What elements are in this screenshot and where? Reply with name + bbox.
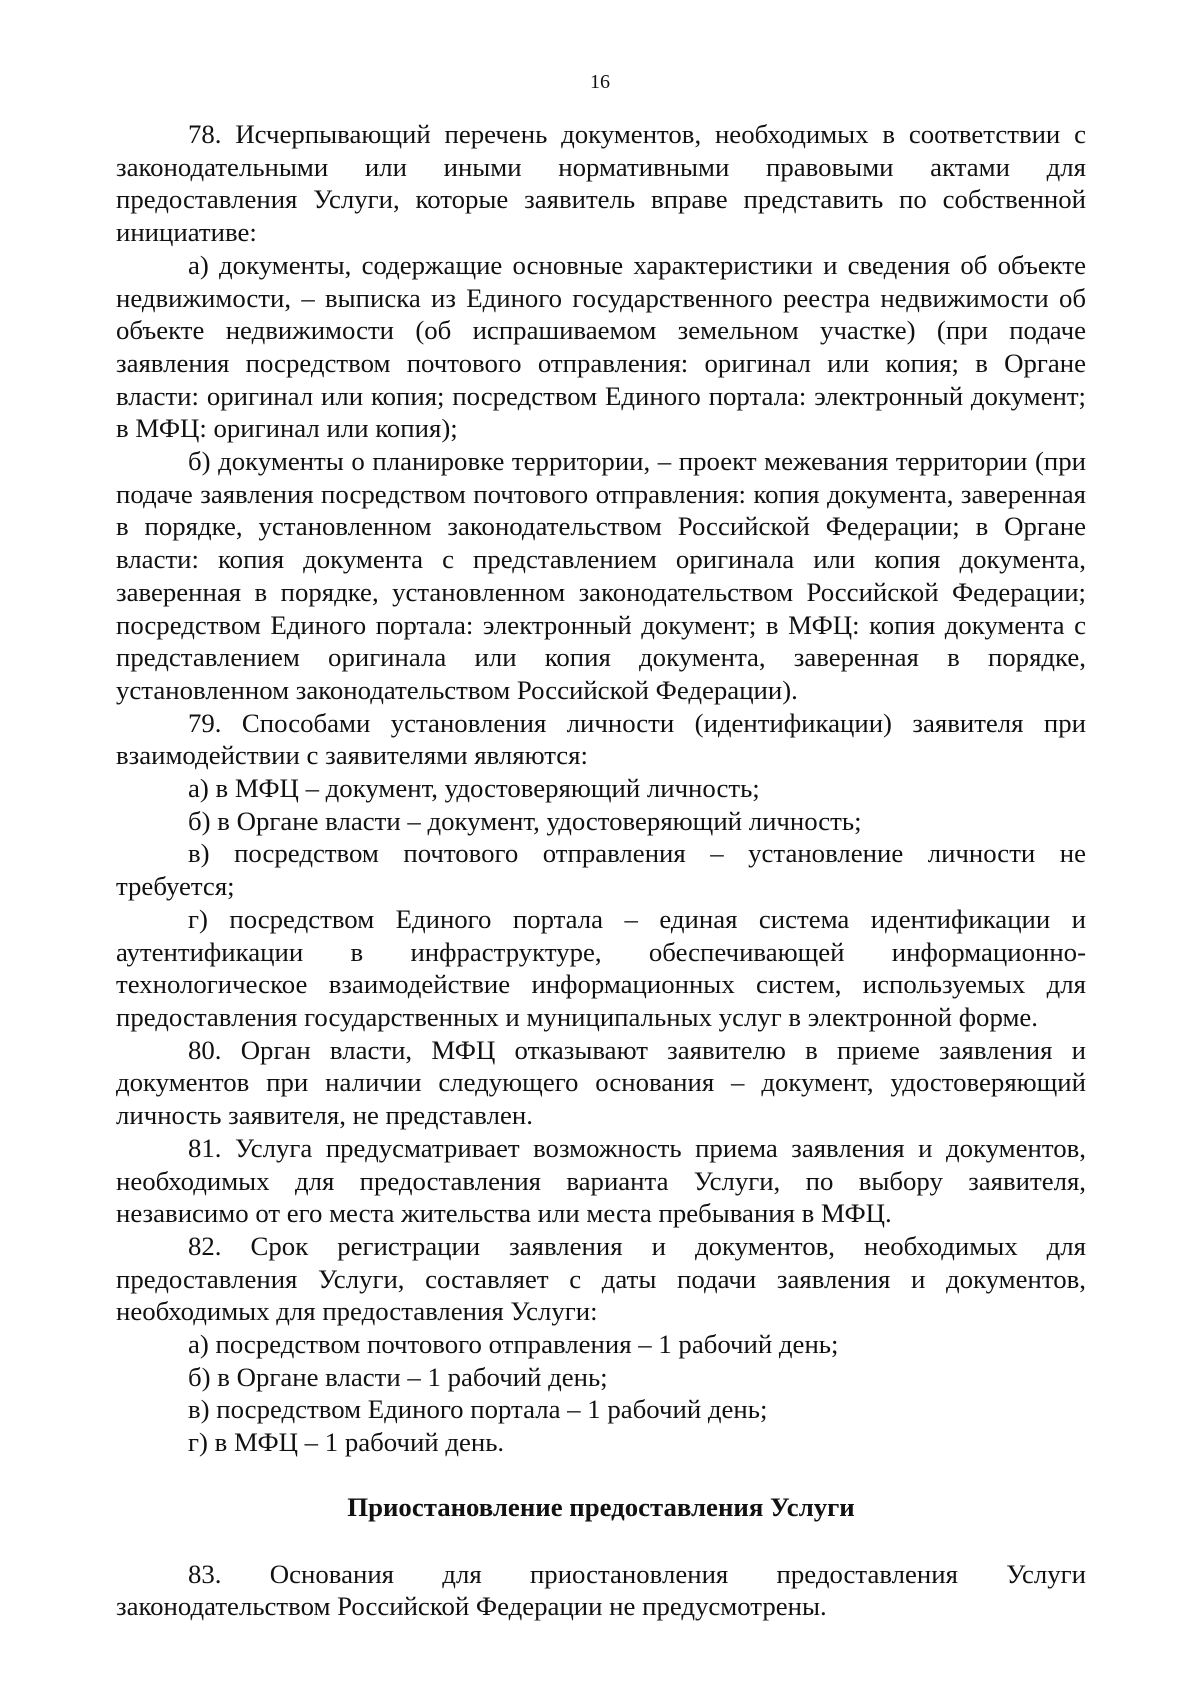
paragraph-79-g: г) посредством Единого портала – единая система идентификации и аутентификации в инфраструктуре, обеспечивающей информационно-технологическое взаимодействие информационных систем, используемых для предоставления государственных и муниципальных услуг в электронной форме. (116, 903, 1086, 1032)
paragraph-79-b: б) в Органе власти – документ, удостоверяющий личность; (188, 805, 862, 836)
paragraph-82-g: г) в МФЦ – 1 рабочий день. (188, 1427, 505, 1458)
paragraph-82-a: а) посредством почтового отправления – 1 рабочий день; (188, 1329, 839, 1360)
paragraph-83: 83. Основания для приостановления предоставления Услуги законодательством Российской Федерации не предусмотрены. (116, 1558, 1086, 1622)
paragraph-80: 80. Орган власти, МФЦ отказывают заявителю в приеме заявления и документов при наличии следующего основания – документ, удостоверяющий личность заявителя, не представлен. (116, 1034, 1086, 1131)
document-body (116, 118, 1086, 1623)
paragraph-79: 79. Способами установления личности (идентификации) заявителя при взаимодействии с заявителями являются: (116, 707, 1086, 771)
paragraph-82: 82. Срок регистрации заявления и документов, необходимых для предоставления Услуги, составляет с даты подачи заявления и документов, необходимых для предоставления Услуги: (116, 1230, 1086, 1327)
section-heading: Приостановление предоставления Услуги (347, 1491, 855, 1522)
paragraph-82-v: в) посредством Единого портала – 1 рабочий день; (188, 1394, 768, 1425)
paragraph-79-v: в) посредством почтового отправления – установление личности не требуется; (116, 838, 1086, 902)
paragraph-78-b: б) документы о планировке территории, – проект межевания территории (при подаче заявления посредством почтового отправления: копия документа, заверенная в порядке, установленном законодательством Российской Федерации; в Органе власти: копия документа с представлением оригинала или копия документа, заверенная в порядке, установленном законодательством Российской Федерации; посредством Единого портала: электронный документ; в МФЦ: копия документа с представлением оригинала или копия документа, заверенная в порядке, установленном законодательством Российской Федерации). (116, 446, 1086, 705)
paragraph-78: 78. Исчерпывающий перечень документов, необходимых в соответствии с законодательными или иными нормативными правовыми актами для предоставления Услуги, которые заявитель вправе представить по собственной инициативе: (116, 119, 1086, 248)
paragraph-81: 81. Услуга предусматривает возможность приема заявления и документов, необходимых для предоставления варианта Услуги, по выбору заявителя, независимо от его места жительства или места пребывания в МФЦ. (116, 1132, 1086, 1229)
page-number: 16 (590, 71, 610, 93)
paragraph-82-b: б) в Органе власти – 1 рабочий день; (188, 1361, 608, 1392)
paragraph-79-a: а) в МФЦ – документ, удостоверяющий личность; (188, 773, 760, 804)
paragraph-78-a: а) документы, содержащие основные характеристики и сведения об объекте недвижимости, – выписка из Единого государственного реестра недвижимости об объекте недвижимости (об испрашиваемом земельном участке) (при подаче заявления посредством почтового отправления: оригинал или копия; в Органе власти: оригинал или копия; посредством Единого портала: электронный документ; в МФЦ: оригинал или копия); (116, 249, 1086, 444)
